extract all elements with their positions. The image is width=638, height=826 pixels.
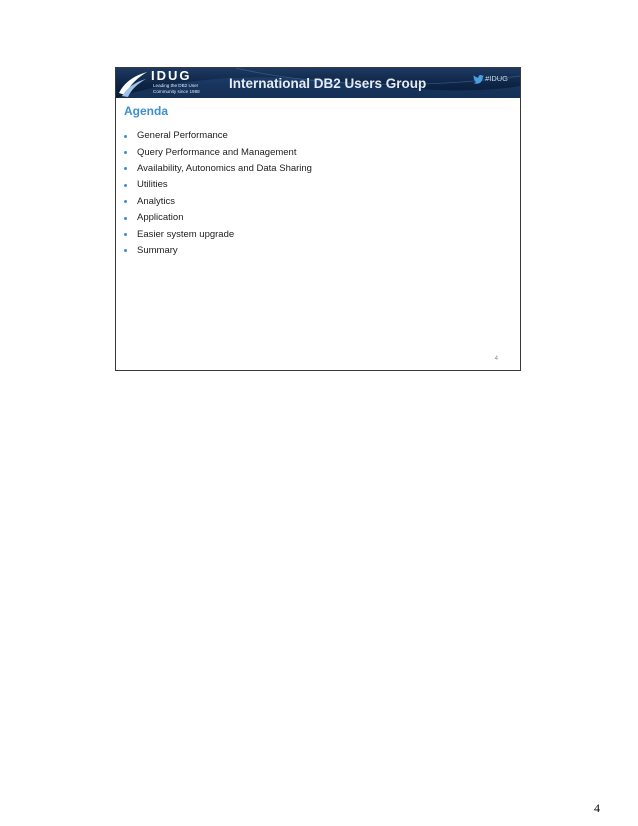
hashtag-badge[interactable] bbox=[473, 74, 508, 84]
idug-logo[interactable] bbox=[118, 69, 228, 97]
idug-swoosh-logo-icon bbox=[118, 69, 148, 97]
bullet-dot-icon bbox=[124, 151, 127, 154]
bullet-dot-icon bbox=[124, 184, 127, 187]
list-item bbox=[124, 226, 312, 242]
bullet-dot-icon bbox=[124, 200, 127, 203]
bullet-dot-icon bbox=[124, 217, 127, 220]
bullet-dot-icon bbox=[124, 167, 127, 170]
list-item bbox=[124, 177, 312, 193]
list-item-label: General Performance bbox=[137, 130, 228, 142]
list-item-label: Easier system upgrade bbox=[137, 228, 235, 240]
list-item-label: Analytics bbox=[137, 195, 176, 207]
list-item-label: Summary bbox=[137, 244, 178, 256]
slide-number: 4 bbox=[494, 356, 498, 362]
logo-tagline: Leading the DB2 User Community since 1988 bbox=[153, 83, 200, 94]
list-item bbox=[124, 144, 312, 160]
list-item-label: Utilities bbox=[137, 179, 168, 191]
bullet-dot-icon bbox=[124, 249, 127, 252]
list-item bbox=[124, 194, 312, 210]
page-number: 4 bbox=[594, 801, 600, 815]
hashtag-text: #IDUG bbox=[485, 74, 508, 83]
slide-frame bbox=[115, 67, 521, 371]
list-item bbox=[124, 210, 312, 226]
twitter-bird-icon bbox=[473, 75, 484, 84]
header-banner bbox=[116, 68, 520, 98]
list-item-label: Application bbox=[137, 212, 184, 224]
list-item bbox=[124, 161, 312, 177]
banner-title: International DB2 Users Group bbox=[229, 76, 427, 91]
list-item bbox=[124, 128, 312, 144]
bullet-dot-icon bbox=[124, 135, 127, 138]
logo-name: IDUG bbox=[151, 68, 192, 83]
list-item-label: Query Performance and Management bbox=[137, 146, 297, 158]
agenda-list bbox=[124, 128, 312, 259]
agenda-heading: Agenda bbox=[124, 104, 169, 118]
bullet-dot-icon bbox=[124, 233, 127, 236]
list-item-label: Availability, Autonomics and Data Sharing bbox=[137, 162, 312, 174]
list-item bbox=[124, 243, 312, 259]
